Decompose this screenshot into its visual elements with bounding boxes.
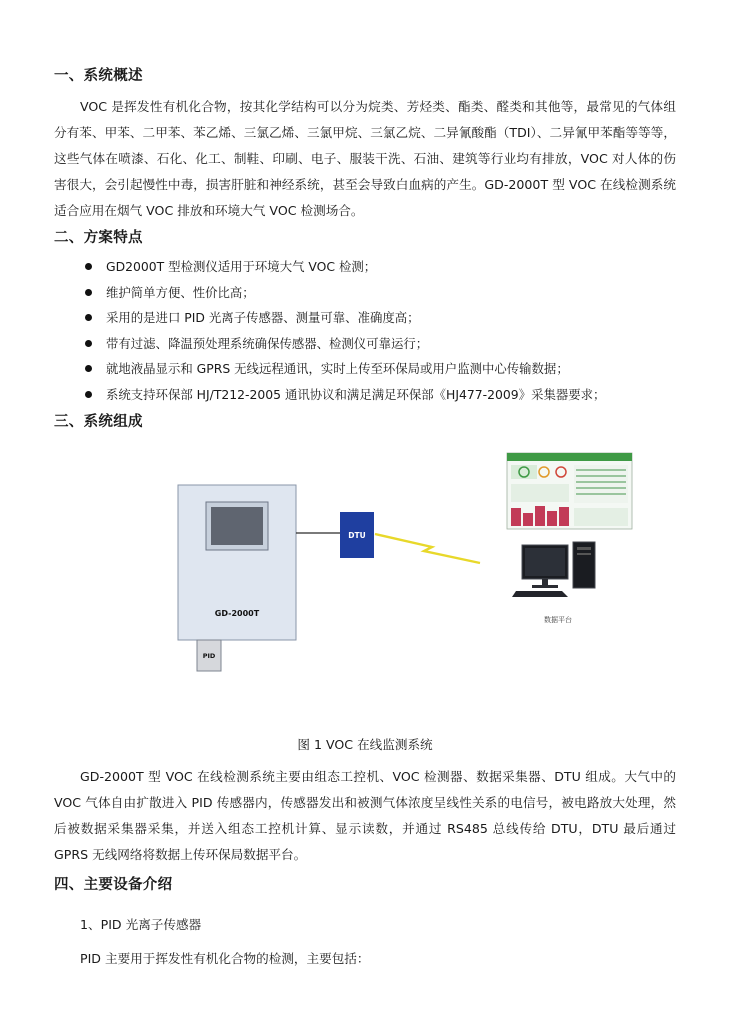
section-title-composition: 三、系统组成 — [54, 414, 143, 430]
list-item: 带有过滤、降温预处理系统确保传感器、检测仪可靠运行； — [54, 331, 694, 357]
composition-paragraph — [54, 764, 676, 868]
list-item: 维护简单方便、性价比高； — [54, 280, 694, 306]
section-title-overview: 一、系统概述 — [54, 68, 143, 84]
gprs-lightning-icon — [375, 534, 480, 563]
list-item: 系统支持环保部 HJ/T212-2005 通讯协议和满足满足环保部《HJ477-2009》采集器要求； — [54, 382, 694, 408]
intro-text: VOC 是挥发性有机化合物，按其化学结构可以分为烷类、芳烃类、酯类、醛类和其他等，最常见的气体组分有苯、甲苯、二甲苯、苯乙烯、三氯乙烯、三氯甲烷、三氯乙烷、二异氰酸酯（TDI）、二异氰甲苯酯等等等，这些气体在喷漆、石化、化工、制鞋、印刷、电子、服装干洗、石油、建筑等行业均有排放，VOC 对人体的伤害很大，会引起慢性中毒，损害肝脏和神经系统，甚至会导致白血病的产生。GD-2000T 型 VOC 在线检测系统适合应用在烟气 VOC 排放和环境大气 VOC 检测场合。 — [54, 99, 676, 218]
list-item: GD2000T 型检测仪适用于环境大气 VOC 检测； — [54, 254, 694, 280]
list-item: 就地液晶显示和 GPRS 无线远程通讯，实时上传至环保局或用户监测中心传输数据； — [54, 356, 694, 382]
figure-caption: 图 1 VOC 在线监测系统 — [297, 737, 433, 752]
section-title-features: 二、方案特点 — [54, 230, 143, 246]
bullet-icon — [85, 289, 92, 296]
bullet-icon — [85, 391, 92, 398]
dtu-label: DTU — [348, 531, 366, 540]
system-diagram — [170, 450, 640, 690]
intro-paragraph — [54, 94, 676, 224]
device-label: GD-2000T — [214, 609, 260, 618]
dashboard-screenshot — [507, 453, 632, 529]
equipment-subhead: 1、PID 光离子传感器 — [80, 917, 202, 932]
platform-label: 数据平台 — [544, 616, 572, 624]
list-item: 采用的是进口 PID 光离子传感器、测量可靠、准确度高； — [54, 305, 694, 331]
computer-icon — [512, 542, 595, 597]
bullet-icon — [85, 340, 92, 347]
bullet-icon — [85, 314, 92, 321]
section-title-equipment: 四、主要设备介绍 — [54, 877, 173, 893]
sensor-label: PID — [202, 652, 216, 660]
lcd-screen — [211, 507, 263, 545]
bullet-icon — [85, 365, 92, 372]
feature-list — [54, 254, 694, 408]
bullet-icon — [85, 263, 92, 270]
equipment-intro-line: PID 主要用于挥发性有机化合物的检测，主要包括： — [80, 951, 370, 966]
composition-text: GD-2000T 型 VOC 在线检测系统主要由组态工控机、VOC 检测器、数据采集器、DTU 组成。大气中的 VOC 气体自由扩散进入 PID 传感器内，传感器发出和被测气体浓度呈线性关系的电信号，被电路放大处理，然后被数据采集器采集，并送入组态工控机计算、显示读数，并通过 RS485 总线传给 DTU，DTU 最后通过 GPRS 无线网络将数据上传环保局数据平台。 — [54, 769, 676, 862]
